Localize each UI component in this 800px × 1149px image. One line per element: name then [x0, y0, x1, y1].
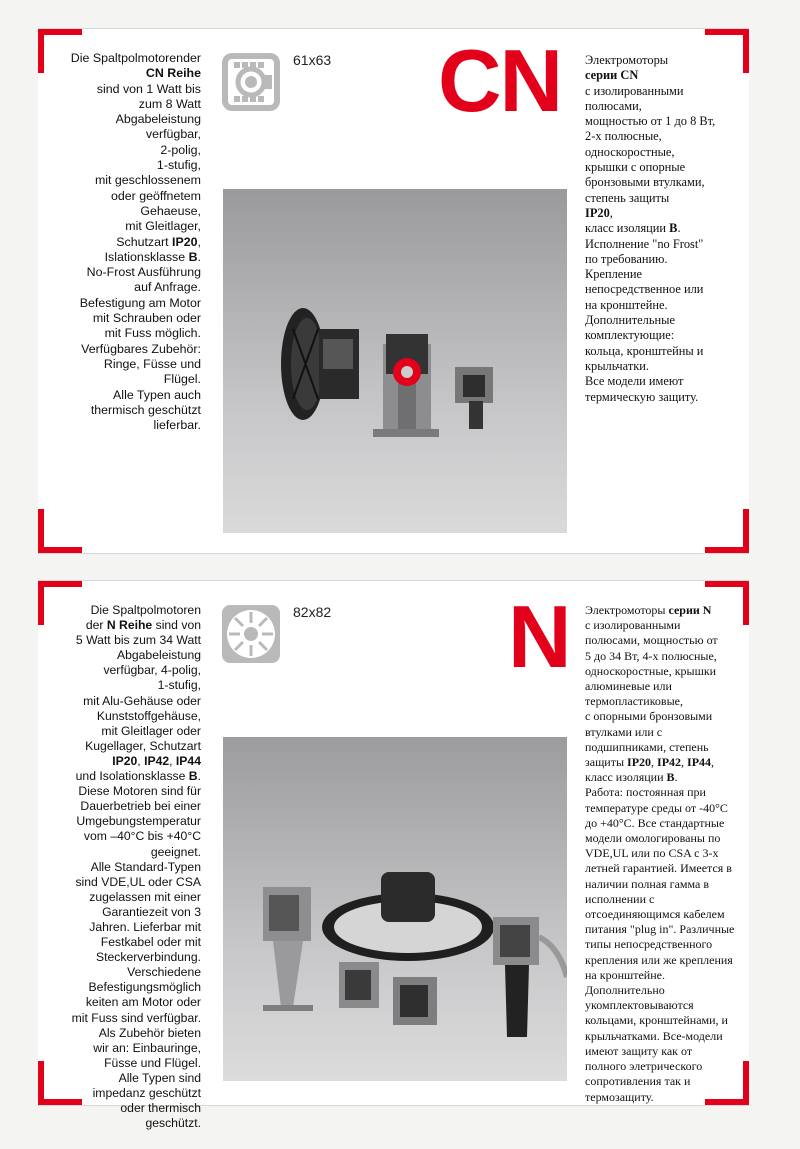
motor-frame-icon — [220, 51, 282, 113]
bold-term: N Reihe — [106, 618, 153, 633]
text-run: Электромоторы — [585, 53, 669, 67]
text-run: отсоединяющимся кабелем — [585, 907, 725, 922]
text-run: mit Gleitlager oder — [101, 723, 201, 738]
text-run: Дополнительные — [585, 313, 675, 328]
text-run: крыльчатки. — [585, 358, 650, 373]
text-run: Als Zubehör bieten — [98, 1025, 201, 1040]
russian-description — [585, 603, 755, 1105]
text-run: кольца, кронштейны и — [585, 343, 704, 358]
text-run: на кронштейне. — [585, 967, 665, 982]
text-run: , — [609, 205, 613, 220]
text-run: Islationsklasse — [104, 249, 189, 264]
text-run: питания "plug in". Различные — [585, 922, 735, 937]
text-run: сопротивления так и — [585, 1074, 691, 1089]
cn-series-panel — [38, 28, 749, 554]
text-run: Füsse und Flügel. — [104, 1055, 201, 1070]
bold-term: IP44 — [687, 755, 712, 770]
text-run: oder thermisch — [120, 1101, 201, 1116]
text-run: Электромоторы — [585, 603, 669, 617]
text-run: 5 до 34 Вт, 4-х полюсные, — [585, 648, 717, 663]
text-run: Работа: постоянная при — [585, 785, 706, 800]
text-run: 5 Watt bis zum 34 Watt — [75, 633, 201, 648]
text-run: по требованию. — [585, 251, 668, 266]
text-run: , — [169, 753, 176, 768]
text-run: geschützt. — [145, 1116, 201, 1131]
text-run: . — [197, 249, 201, 264]
text-run: крыльчатками. Все-модели — [585, 1028, 723, 1043]
text-run: Die Spaltpolmotoren — [90, 603, 201, 617]
text-run: thermisch geschützt — [90, 402, 201, 417]
text-run: алюминевые или — [585, 679, 672, 694]
text-run: Abgabeleistung — [115, 112, 201, 127]
text-run: No-Frost Ausführung — [86, 265, 201, 280]
text-run: vom –40°C bis +40°C — [83, 829, 201, 844]
text-run: Ringe, Füsse und — [103, 356, 201, 371]
bold-term: B — [188, 249, 198, 264]
text-run: , — [137, 753, 145, 768]
text-run: . — [677, 221, 681, 236]
text-run: Kunststoffgehäuse, — [96, 708, 201, 723]
text-run: 2-х полюсные, — [585, 129, 662, 144]
text-run: Все модели имеют — [585, 374, 684, 389]
text-run: Gehaeuse, — [140, 203, 201, 218]
text-run: Diese Motoren sind für — [78, 784, 201, 799]
text-run: der — [183, 51, 201, 65]
text-run: Flügel. — [163, 372, 201, 387]
text-run: односкоростные, крышки — [585, 663, 717, 678]
text-run: auf Anfrage. — [134, 280, 201, 295]
text-run: полного элетрического — [585, 1059, 703, 1074]
red-corner-mark — [705, 509, 749, 553]
text-run: термическую защиту. — [585, 389, 699, 404]
text-run: verfügbar, 4-polig, — [103, 663, 201, 678]
bold-term: IP20 — [172, 234, 198, 249]
text-run: Die Spaltpolmotoren — [70, 51, 184, 65]
text-run: Крепление — [585, 267, 643, 282]
text-run: подшипниками, степень — [585, 739, 709, 754]
text-run: полюсами, — [585, 98, 642, 113]
text-run: mit geschlossenem — [94, 173, 201, 188]
bold-term: серии N — [668, 603, 712, 617]
text-run: verfügbar, — [145, 127, 201, 142]
text-run: Dauerbetrieb bei einer — [80, 799, 201, 814]
n-series-panel — [38, 580, 749, 1131]
text-run: с изолированными — [585, 83, 684, 98]
text-run: Festkabel oder mit — [100, 935, 201, 950]
text-run: класс изоляции — [585, 221, 670, 236]
text-run: Umgebungstemperatur — [76, 814, 201, 829]
bold-term: IP42 — [657, 755, 682, 770]
text-run: mit Gleitlager, — [125, 219, 201, 234]
text-run: 1-stufig, — [157, 678, 201, 693]
text-run: der — [85, 618, 107, 633]
bold-term: IP42 — [144, 753, 170, 768]
text-run: Jahren. Lieferbar mit — [89, 919, 201, 934]
red-corner-mark — [38, 509, 82, 553]
text-run: sind VDE,UL oder CSA — [75, 874, 201, 889]
text-run: zum 8 Watt — [138, 96, 201, 111]
text-run: VDE,UL или по CSA с 3-х — [585, 846, 719, 861]
text-run: Verfügbares Zubehör: — [81, 341, 201, 356]
text-run: Steckerverbindung. — [95, 950, 201, 965]
text-run: sind von — [152, 618, 201, 633]
text-run: температуре среды от -40°C — [585, 800, 728, 815]
text-run: типы непосредственного — [585, 937, 713, 952]
bold-term: B — [188, 769, 198, 784]
text-run: наличии полная гамма в — [585, 876, 710, 891]
text-run: летней гарантией. Имеется в — [585, 861, 732, 876]
cn-motors-photo — [223, 189, 567, 533]
series-letter-cn: CN — [438, 31, 562, 130]
text-run: Verschiedene — [127, 965, 201, 980]
text-run: mit Fuss sind verfügbar. — [71, 1010, 201, 1025]
text-run: , — [197, 234, 201, 249]
bold-term: CN Reihe — [145, 66, 201, 81]
text-run: комплектующие: — [585, 328, 675, 343]
text-run: исполнении с — [585, 891, 655, 906]
text-run: имеют защиту как от — [585, 1043, 693, 1058]
text-run: термопластиковые, — [585, 694, 683, 709]
n-motors-photo — [223, 737, 567, 1081]
text-run: укомплектовываются — [585, 998, 694, 1013]
text-run: степень защиты — [585, 190, 670, 205]
text-run: Abgabeleistung — [116, 648, 201, 663]
motor-frame-icon — [220, 603, 282, 665]
frame-size-label: 61x63 — [293, 52, 332, 68]
text-run: impedanz geschützt — [92, 1086, 201, 1100]
text-run: крышки с опорные — [585, 160, 686, 175]
text-run: кольцами, кронштейнами, и — [585, 1013, 728, 1028]
bold-term: IP20 — [627, 755, 652, 770]
text-run: sind von 1 Watt bis — [96, 81, 201, 96]
text-run: Alle Standard-Typen — [90, 859, 201, 874]
bold-term: B — [666, 770, 675, 785]
text-run: непосредственное или — [585, 282, 704, 297]
bold-term: IP20 — [585, 205, 610, 220]
text-run: класс изоляции — [585, 770, 667, 785]
text-run: Kugellager, Schutzart — [85, 738, 201, 753]
text-run: Garantiezeit von 3 — [102, 904, 201, 919]
text-run: на кронштейне. — [585, 297, 668, 312]
german-description — [51, 51, 201, 433]
text-run: . — [197, 769, 201, 784]
text-run: Befestigungsmöglich — [88, 980, 201, 995]
text-run: бронзовыми втулками, — [585, 175, 705, 190]
text-run: , — [711, 755, 715, 770]
text-run: Schutzart — [116, 234, 173, 249]
bold-term: IP44 — [175, 753, 201, 768]
series-letter-n: N — [508, 587, 570, 686]
text-run: защиты — [585, 755, 628, 770]
text-run: mit Alu-Gehäuse oder — [83, 693, 201, 708]
text-run: und Isolationsklasse — [75, 769, 189, 784]
text-run: keiten am Motor oder — [85, 995, 201, 1010]
text-run: термозащиту. — [585, 1089, 654, 1104]
bold-term: IP20 — [112, 753, 138, 768]
text-run: mit Schrauben oder — [92, 311, 201, 326]
text-run: 1-stufig, — [156, 158, 201, 173]
text-run: wir an: Einbauringe, — [93, 1040, 201, 1055]
text-run: Дополнительно — [585, 983, 665, 998]
text-run: втулками или с — [585, 724, 663, 739]
german-description — [43, 603, 201, 1131]
text-run: модели омологированы по — [585, 831, 721, 846]
bold-term: серии CN — [585, 68, 639, 83]
text-run: мощностью от 1 до 8 Вт, — [585, 114, 716, 129]
text-run: Alle Typen auch — [113, 387, 201, 402]
text-run: , — [681, 755, 688, 770]
text-run: полюсами, мощностью от — [585, 633, 718, 648]
text-run: до +40°C. Все стандартные — [585, 815, 725, 830]
text-run: Alle Typen sind — [118, 1070, 201, 1085]
text-run: . — [674, 770, 678, 785]
text-run: односкоростные, — [585, 144, 675, 159]
text-run: mit Fuss möglich. — [104, 326, 201, 341]
text-run: с изолированными — [585, 618, 681, 633]
text-run: zugelassen mit einer — [89, 889, 201, 904]
text-run: Исполнение "no Frost" — [585, 236, 704, 251]
text-run: Befestigung am Motor — [79, 295, 201, 310]
text-run: lieferbar. — [153, 418, 201, 433]
text-run: , — [651, 755, 658, 770]
text-run: 2-polig, — [160, 142, 201, 157]
russian-description — [585, 53, 755, 405]
text-run: oder geöffnetem — [110, 188, 201, 203]
bold-term: B — [669, 221, 678, 236]
text-run: крепления или же крепления — [585, 952, 733, 967]
text-run: geeignet. — [150, 844, 201, 859]
frame-size-label: 82x82 — [293, 604, 332, 620]
text-run: с опорными бронзовыми — [585, 709, 713, 724]
